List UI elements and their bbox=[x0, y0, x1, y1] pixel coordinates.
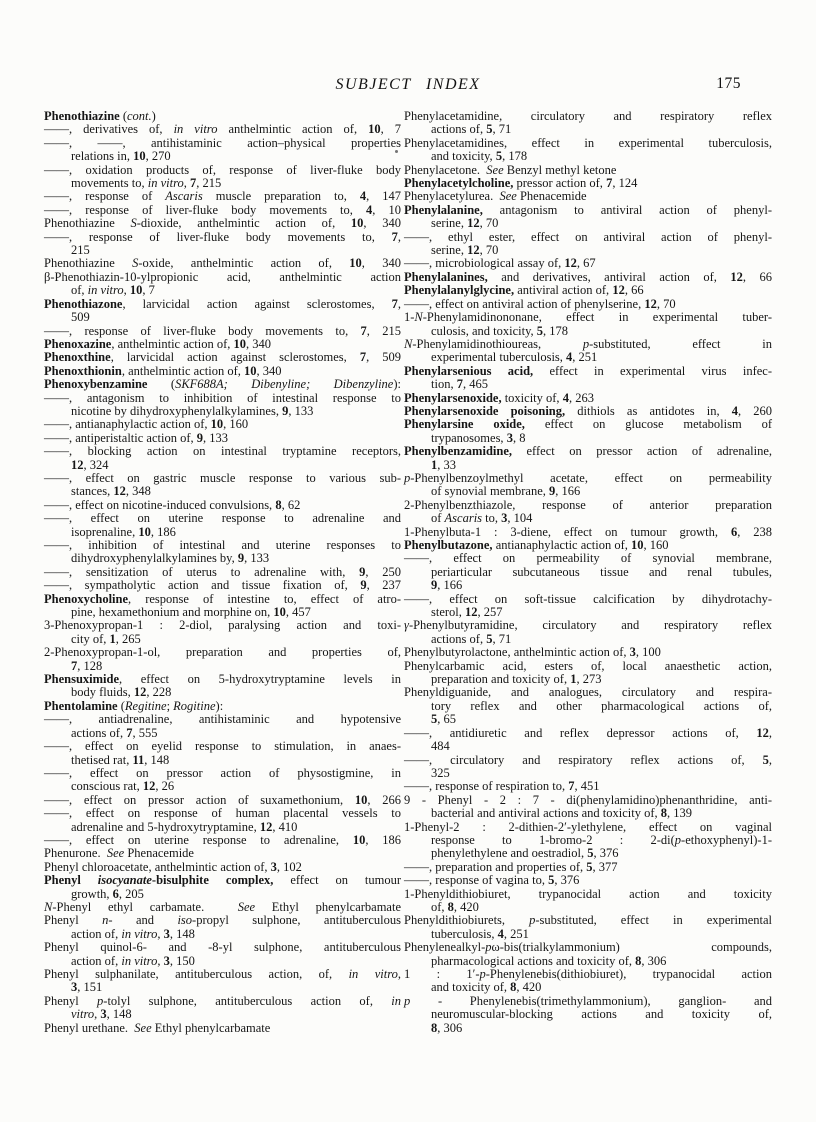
index-line: Phenylacetamidine, circulatory and respiratory reflex bbox=[404, 109, 772, 123]
index-line: experimental tuberculosis, 4, 251 bbox=[431, 350, 598, 365]
index-line: serine, 12, 70 bbox=[431, 243, 499, 258]
index-line: vitro, 3, 148 bbox=[71, 1007, 132, 1022]
index-line: thetised rat, 11, 148 bbox=[71, 752, 170, 767]
index-line: Phenyldithiobiurets, p-substituted, effect in experimental bbox=[404, 913, 772, 928]
index-line: 509 bbox=[71, 310, 90, 325]
index-line: periarticular subcutaneous tissue and renal tubules, bbox=[431, 564, 772, 579]
index-line: Phenylalanines, and derivatives, antiviral action of, 12, 66 bbox=[404, 269, 773, 284]
index-line: Phenylbenzamidine, effect on pressor action of adrenaline, bbox=[404, 444, 772, 459]
index-line: Phenylbutyrolactone, anthelmintic action of, 3, 100 bbox=[404, 645, 661, 660]
index-line: 8, 306 bbox=[431, 1020, 463, 1035]
index-line: Phenylacetone. See Benzyl methyl ketone bbox=[404, 162, 617, 177]
index-line: conscious rat, 12, 26 bbox=[71, 779, 175, 794]
index-line: sterol, 12, 257 bbox=[431, 605, 503, 620]
index-line: 1-N-Phenylamidinononane, effect in experimental tuber- bbox=[404, 310, 772, 325]
index-line: ——, oxidation products of, response of liver-fluke body bbox=[44, 162, 401, 177]
index-line: 2-Phenylbenzthiazole, response of anterior preparation bbox=[404, 497, 772, 512]
index-line: Phenylalanine, antagonism to antiviral action of phenyl- bbox=[404, 202, 772, 217]
index-line: Phenylacetylurea. See Phenacemide bbox=[404, 189, 587, 204]
index-line: of synovial membrane, 9, 166 bbox=[431, 484, 581, 499]
index-line: γ-Phenylbutyramidine, circulatory and respiratory reflex bbox=[404, 618, 772, 633]
index-line: body fluids, 12, 228 bbox=[71, 685, 172, 700]
index-line: Phenothiazone, larvicidal action against sclerostomes, 7, bbox=[44, 296, 401, 311]
index-line: serine, 12, 70 bbox=[431, 216, 499, 231]
index-line: Phenylbutazone, antianaphylactic action of, 10, 160 bbox=[404, 538, 669, 552]
index-line: 3, 151 bbox=[71, 980, 103, 995]
index-line: ——, effect on gastric muscle response to various sub- bbox=[44, 470, 401, 485]
index-line: ——, preparation and properties of, 5, 377 bbox=[404, 859, 618, 874]
index-line: Phenyl isocyanate-bisulphite complex, effect on tumour bbox=[44, 873, 402, 888]
index-line: ——, ethyl ester, effect on antiviral action of phenyl- bbox=[404, 229, 772, 244]
index-line: ——, effect on uterine response to adrenaline and bbox=[44, 511, 401, 526]
index-line: Phenylarsenoxide poisoning, dithiols as antidotes in, 4, 260 bbox=[404, 403, 772, 418]
index-line: ——, antianaphylactic action of, 10, 160 bbox=[44, 417, 249, 432]
index-line: Phenurone. See Phenacemide bbox=[44, 846, 194, 861]
index-line: Phenylenealkyl-pω-bis(trialkylammonium) compounds, bbox=[404, 940, 772, 955]
index-line: Phenylcarbamic acid, esters of, local anaesthetic action, bbox=[404, 658, 772, 673]
index-line: ——, effect on antiviral action of phenylserine, 12, 70 bbox=[404, 296, 676, 311]
index-line: p - Phenylenebis(trimethylammonium), ganglion- and bbox=[404, 993, 772, 1008]
index-line: adrenaline and 5-hydroxytryptamine, 12, 410 bbox=[71, 819, 298, 834]
index-line: ——, effect on nicotine-induced convulsions, 8, 62 bbox=[44, 497, 301, 512]
index-line: 9 - Phenyl - 2 : 7 - di(phenylamidino)phenanthridine, anti- bbox=[404, 792, 772, 807]
index-line: 9, 166 bbox=[431, 578, 463, 593]
index-line: ——, inhibition of intestinal and uterine responses to bbox=[44, 538, 401, 552]
index-line: 3-Phenoxypropan-1 : 2-diol, paralysing action and toxi- bbox=[44, 618, 401, 633]
index-line: phenylethylene and oestradiol, 5, 376 bbox=[431, 846, 619, 861]
index-line: 7, 128 bbox=[71, 658, 103, 673]
index-line: Phenylarsenious acid, effect in experimental virus infec- bbox=[404, 363, 772, 378]
index-line: ——, antagonism to inhibition of intestinal response to bbox=[44, 390, 401, 405]
index-line: Phensuximide, effect on 5-hydroxytryptamine levels in bbox=[44, 672, 401, 687]
index-line: N-Phenylamidinothioureas, p-substituted, effect in bbox=[404, 336, 772, 351]
index-line: ——, effect on permeability of synovial membrane, bbox=[404, 551, 772, 566]
index-line: tory reflex and other pharmacological actions of, bbox=[431, 698, 772, 713]
index-line: dihydroxyphenylalkylamines by, 9, 133 bbox=[71, 551, 270, 566]
index-line: ——, response of liver-fluke body movements to, 7, bbox=[44, 229, 401, 244]
index-line: ——, sensitization of uterus to adrenaline with, 9, 250 bbox=[44, 564, 402, 579]
index-line: Phenoxycholine, response of intestine to, effect of atro- bbox=[44, 591, 401, 606]
index-line: Phenyl urethane. See Ethyl phenylcarbamate bbox=[44, 1020, 271, 1035]
index-line: Phenylalanylglycine, antiviral action of, 12, 66 bbox=[404, 283, 644, 298]
page-number: 175 bbox=[716, 75, 741, 92]
index-line: actions of, 5, 71 bbox=[431, 122, 512, 137]
index-line: 1 : 1′-p-Phenylenebis(dithiobiuret), trypanocidal action bbox=[404, 967, 772, 981]
index-line: pharmacological actions and toxicity of, 8, 306 bbox=[431, 953, 667, 968]
index-line: 1-Phenylbuta-1 : 3-diene, effect on tumour growth, 6, 238 bbox=[404, 524, 772, 539]
index-line: 1-Phenyldithiobiuret, trypanocidal action and toxicity bbox=[404, 886, 772, 901]
index-line: ——, effect on pressor action of suxamethonium, 10, 266 bbox=[44, 792, 401, 807]
index-line: response to 1-bromo-2 : 2-di(p-ethoxyphenyl)-1- bbox=[431, 832, 772, 847]
index-line: Phenoxazine, anthelmintic action of, 10, 340 bbox=[44, 336, 272, 351]
index-line: Phenyl quinol-6- and -8-yl sulphone, antituberculous bbox=[44, 940, 401, 955]
index-line: neuromuscular-blocking actions and toxicity of, bbox=[431, 1007, 772, 1022]
index-line: tuberculosis, 4, 251 bbox=[431, 926, 529, 941]
index-line: 215 bbox=[71, 243, 90, 258]
index-line: ——, blocking action on intestinal tryptamine receptors, bbox=[44, 444, 401, 459]
index-line: N-Phenyl ethyl carbamate. See Ethyl phenylcarbamate bbox=[44, 899, 401, 914]
index-line: ——, effect on soft-tissue calcification by dihydrotachy- bbox=[404, 591, 772, 606]
index-line: Phenoxthine, larvicidal action against sclerostomes, 7, 509 bbox=[44, 350, 402, 365]
index-line: ——, effect on response of human placental vessels to bbox=[44, 806, 401, 821]
index-line: nicotine by dihydroxyphenylalkylamines, 9, 133 bbox=[71, 403, 314, 418]
index-column-left bbox=[44, 110, 401, 1035]
index-line: trypanosomes, 3, 8 bbox=[431, 430, 526, 445]
index-line: Phenyl chloroacetate, anthelmintic action of, 3, 102 bbox=[44, 859, 302, 874]
index-line: culosis, and toxicity, 5, 178 bbox=[431, 323, 569, 338]
index-line: ——, response of liver-fluke body movements to, 4, 10 bbox=[44, 202, 401, 217]
index-line: 1-Phenyl-2 : 2-dithien-2′-ylethylene, effect on vaginal bbox=[404, 819, 772, 834]
index-line: ——, antiperistaltic action of, 9, 133 bbox=[44, 430, 228, 445]
index-line: Phenothiazine (cont.) bbox=[44, 109, 156, 123]
index-line: ——, response of respiration to, 7, 451 bbox=[404, 779, 600, 794]
index-line: 1, 33 bbox=[431, 457, 456, 472]
index-line: and toxicity, 5, 178 bbox=[431, 149, 528, 164]
index-line: Phenyldiguanide, and analogues, circulatory and respira- bbox=[404, 685, 772, 700]
index-line: Phenylarsine oxide, effect on glucose metabolism of bbox=[404, 417, 773, 432]
index-line: Phenothiazine S-oxide, anthelmintic action of, 10, 340 bbox=[44, 256, 401, 271]
index-line: Phenoxthionin, anthelmintic action of, 10, 340 bbox=[44, 363, 282, 378]
index-line: actions of, 7, 555 bbox=[71, 725, 158, 740]
index-line: action of, in vitro, 3, 148 bbox=[71, 926, 195, 941]
index-line: 484 bbox=[431, 739, 450, 754]
index-line: actions of, 5, 71 bbox=[431, 631, 512, 646]
index-line: Phenyl p-tolyl sulphone, antituberculous action of, in bbox=[44, 993, 401, 1008]
index-line: ——, response of liver-fluke body movements to, 7, 215 bbox=[44, 323, 401, 338]
index-line: β-Phenothiazin-10-ylpropionic acid, anthelmintic action bbox=[44, 269, 401, 284]
index-line: ——, sympatholytic action and tissue fixation of, 9, 237 bbox=[44, 578, 402, 593]
index-line: bacterial and antiviral actions and toxicity of, 8, 139 bbox=[431, 806, 693, 821]
index-line: ——, ——, antihistaminic action–physical properties bbox=[44, 135, 401, 150]
index-line: of, 8, 420 bbox=[431, 899, 479, 914]
index-line: ——, effect on pressor action of physostigmine, in bbox=[44, 765, 401, 780]
index-line: relations in, 10, 270 bbox=[71, 149, 171, 164]
index-line: Phenylarsenoxide, toxicity of, 4, 263 bbox=[404, 390, 594, 405]
index-line: 5, 65 bbox=[431, 712, 456, 727]
index-line: tion, 7, 465 bbox=[431, 377, 488, 392]
index-line: stances, 12, 348 bbox=[71, 484, 151, 499]
index-line: ——, derivatives of, in vitro anthelmintic action of, 10, 7 bbox=[44, 122, 401, 137]
index-line: ——, effect on eyelid response to stimulation, in anaes- bbox=[44, 739, 401, 754]
index-line: p-Phenylbenzoylmethyl acetate, effect on permeability bbox=[404, 470, 772, 485]
index-line: action of, in vitro, 3, 150 bbox=[71, 953, 195, 968]
page-title: SUBJECT INDEX bbox=[335, 76, 481, 93]
index-column-right bbox=[404, 110, 772, 1035]
index-line: preparation and toxicity of, 1, 273 bbox=[431, 672, 602, 687]
index-line: 2-Phenoxypropan-1-ol, preparation and properties of, bbox=[44, 645, 401, 660]
index-line: Phentolamine (Regitine; Rogitine): bbox=[44, 698, 224, 713]
index-line: of Ascaris to, 3, 104 bbox=[431, 511, 533, 526]
index-line: ——, circulatory and respiratory reflex actions of, 5, bbox=[404, 752, 772, 767]
index-line: ——, effect on uterine response to adrenaline, 10, 186 bbox=[44, 832, 402, 847]
index-line: 12, 324 bbox=[71, 457, 109, 472]
index-line: Phenyl sulphanilate, antituberculous action, of, in vitro, bbox=[44, 967, 401, 981]
index-line: isoprenaline, 10, 186 bbox=[71, 524, 176, 539]
index-line: Phenothiazine S-dioxide, anthelmintic action of, 10, 340 bbox=[44, 216, 401, 231]
index-line: ——, antidiuretic and reflex depressor actions of, 12, bbox=[404, 725, 772, 740]
index-line: ——, response of Ascaris muscle preparation to, 4, 147 bbox=[44, 189, 402, 204]
index-line: ——, antiadrenaline, antihistaminic and hypotensive bbox=[44, 712, 401, 727]
index-line: Phenoxybenzamine (SKF688A; Dibenyline; Dibenzyline): bbox=[44, 377, 401, 392]
index-line: and toxicity of, 8, 420 bbox=[431, 980, 542, 995]
index-line: growth, 6, 205 bbox=[71, 886, 144, 901]
index-line: Phenyl n- and iso-propyl sulphone, antituberculous bbox=[44, 913, 401, 928]
index-line: ——, response of vagina to, 5, 376 bbox=[404, 873, 580, 888]
index-line: ——, microbiological assay of, 12, 67 bbox=[404, 256, 596, 271]
index-line: movements to, in vitro, 7, 215 bbox=[71, 176, 222, 191]
index-line: 325 bbox=[431, 765, 450, 780]
index-line: Phenylacetamidines, effect in experimental tuberculosis, bbox=[404, 135, 772, 150]
index-line: city of, 1, 265 bbox=[71, 631, 141, 646]
index-line: Phenylacetylcholine, pressor action of, 7, 124 bbox=[404, 176, 638, 191]
index-line: pine, hexamethonium and morphine on, 10, 457 bbox=[71, 605, 311, 620]
index-line: of, in vitro, 10, 7 bbox=[71, 283, 155, 298]
